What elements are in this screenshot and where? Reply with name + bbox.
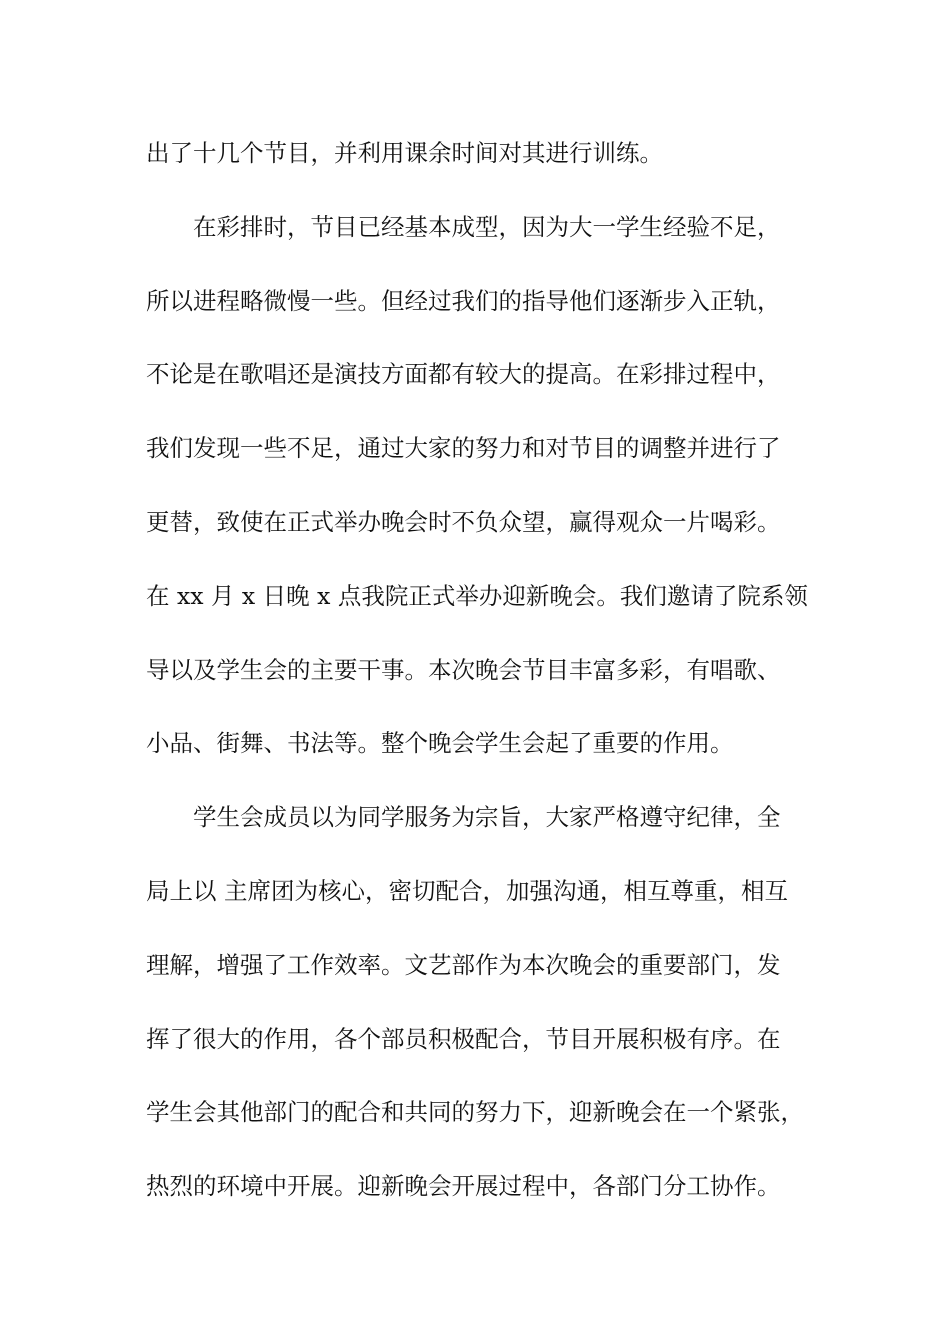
text-line: 学生会成员以为同学服务为宗旨，大家严格遵守纪律，全 <box>193 803 781 832</box>
text-line: 不论是在歌唱还是演技方面都有较大的提高。在彩排过程中， <box>146 360 781 389</box>
text-line: 热烈的环境中开展。迎新晚会开展过程中，各部门分工协作。 <box>146 1172 781 1201</box>
text-line: 所以进程略微慢一些。但经过我们的指导他们逐渐步入正轨， <box>146 286 781 315</box>
text-line: 理解，增强了工作效率。文艺部作为本次晚会的重要部门，发 <box>146 950 781 979</box>
text-line: 更替，致使在正式举办晚会时不负众望，赢得观众一片喝彩。 <box>146 507 781 536</box>
text-line: 在彩排时，节目已经基本成型，因为大一学生经验不足， <box>193 212 781 241</box>
body-text <box>146 127 836 1234</box>
text-line: 小品、街舞、书法等。整个晚会学生会起了重要的作用。 <box>146 729 734 758</box>
text-line: 我们发现一些不足，通过大家的努力和对节目的调整并进行了 <box>146 434 781 463</box>
text-line: 出了十几个节目，并利用课余时间对其进行训练。 <box>146 139 663 167</box>
text-line: 导以及学生会的主要干事。本次晚会节目丰富多彩，有唱歌、 <box>146 655 781 684</box>
text-line: 在 xx 月 x 日晚 x 点我院正式举办迎新晚会。我们邀请了院系领 <box>146 581 808 610</box>
text-line: 挥了很大的作用，各个部员积极配合，节目开展积极有序。在 <box>146 1024 781 1053</box>
text-line: 学生会其他部门的配合和共同的努力下，迎新晚会在一个紧张， <box>146 1098 804 1127</box>
text-line: 局上以 主席团为核心，密切配合，加强沟通，相互尊重，相互 <box>146 876 788 905</box>
